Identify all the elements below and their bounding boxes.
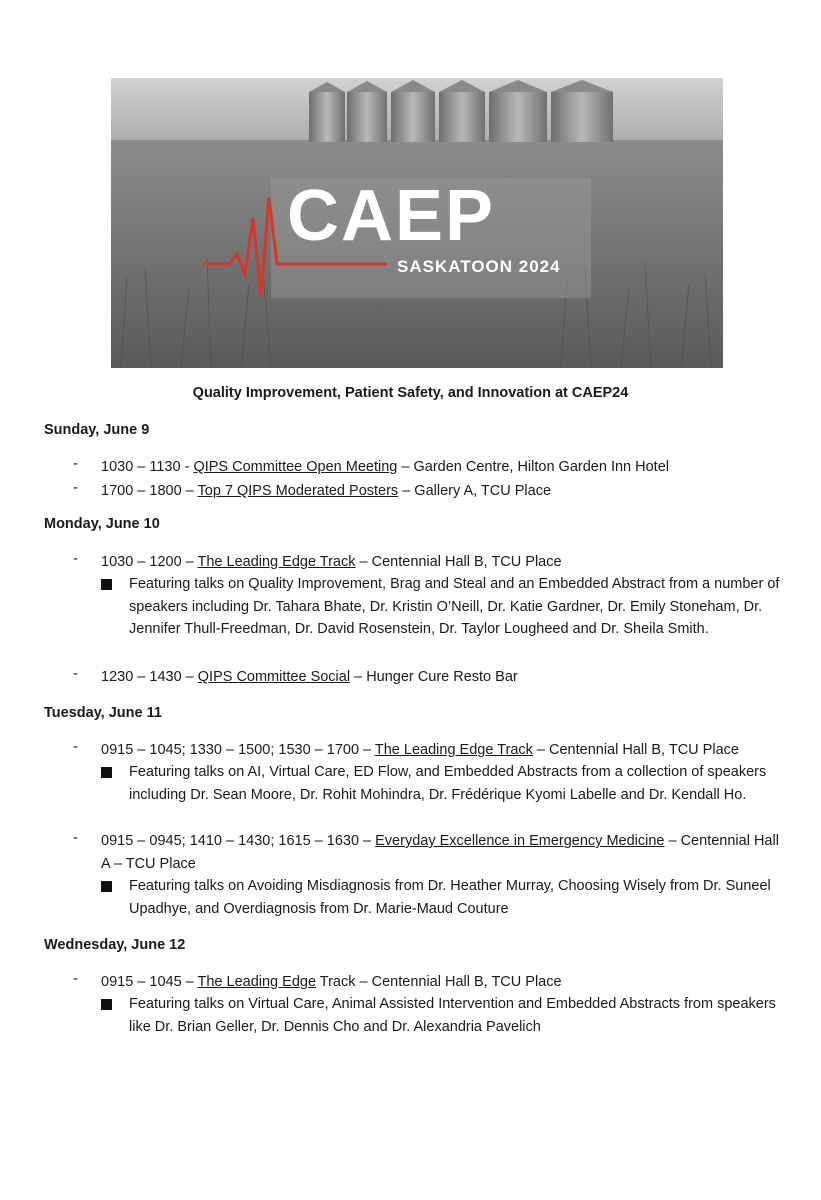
- schedule-item: 1700 – 1800 – Top 7 QIPS Moderated Posters – Gallery A, TCU Place: [101, 483, 552, 499]
- square-bullet-icon: [101, 881, 112, 892]
- event-detail: Featuring talks on Quality Improvement, Brag and Steal and an Embedded Abstract from a number of speakers including Dr. Tahara Bhate, Dr. Kristin O’Neill, Dr. Katie Gardner, Dr. Emily Stoneham, Dr. Jennifer Thull-Freedman, Dr. David Rosenstein, Dr. Taylor Lougheed and Dr. Sheila Smith.: [129, 576, 780, 637]
- grain-silos: [309, 80, 613, 142]
- day-heading-tuesday: Tuesday, June 11: [44, 705, 162, 721]
- event-title: QIPS Committee Open Meeting: [193, 459, 398, 475]
- schedule-item: 1230 – 1430 – QIPS Committee Social – Hunger Cure Resto Bar: [101, 669, 518, 685]
- list-dash: -: [73, 551, 78, 567]
- schedule-item: 1030 – 1200 – The Leading Edge Track – Centennial Hall B, TCU Place: [101, 554, 562, 570]
- list-dash: -: [73, 666, 78, 682]
- list-dash: -: [73, 480, 78, 496]
- event-title: Top 7 QIPS Moderated Posters: [197, 483, 399, 499]
- day-heading-monday: Monday, June 10: [44, 516, 160, 532]
- schedule-item: 0915 – 1045; 1330 – 1500; 1530 – 1700 – The Leading Edge Track – Centennial Hall B, TCU Place: [101, 742, 739, 758]
- square-bullet-icon: [101, 999, 112, 1010]
- event-title: The Leading Edge Track: [374, 742, 533, 758]
- event-title: QIPS Committee Social: [197, 669, 351, 685]
- list-dash: -: [73, 830, 78, 846]
- event-detail: Featuring talks on Virtual Care, Animal Assisted Intervention and Embedded Abstracts from speakers like Dr. Brian Geller, Dr. Dennis Cho and Dr. Alexandria Pavelich: [129, 996, 776, 1035]
- schedule-item: 1030 – 1130 - QIPS Committee Open Meeting – Garden Centre, Hilton Garden Inn Hotel: [101, 459, 669, 475]
- event-detail: Featuring talks on AI, Virtual Care, ED Flow, and Embedded Abstracts from a collection of speakers including Dr. Sean Moore, Dr. Rohit Mohindra, Dr. Frédérique Kyomi Labelle and Dr. Kendall Ho.: [129, 764, 767, 803]
- event-title: The Leading Edge: [197, 974, 317, 990]
- event-title: The Leading Edge Track: [197, 554, 356, 570]
- schedule-item: 0915 – 0945; 1410 – 1430; 1615 – 1630 – Everyday Excellence in Emergency Medicine – Centennial Hall A – TCU Place: [101, 833, 779, 872]
- caep-banner-image: [111, 78, 723, 368]
- event-title: Everyday Excellence in Emergency Medicine: [375, 833, 665, 849]
- event-detail: Featuring talks on Avoiding Misdiagnosis from Dr. Heather Murray, Choosing Wisely from Dr. Suneel Upadhye, and Overdiagnosis from Dr. Marie-Maud Couture: [129, 878, 771, 917]
- caep-logo-subtitle: SASKATOON 2024: [397, 257, 561, 276]
- day-heading-wednesday: Wednesday, June 12: [44, 937, 186, 953]
- day-heading-sunday: Sunday, June 9: [44, 422, 150, 438]
- list-dash: -: [73, 739, 78, 755]
- square-bullet-icon: [101, 767, 112, 778]
- list-dash: -: [73, 456, 78, 472]
- list-dash: -: [73, 971, 78, 987]
- schedule-item: 0915 – 1045 – The Leading Edge Track – Centennial Hall B, TCU Place: [101, 974, 562, 990]
- square-bullet-icon: [101, 579, 112, 590]
- document-title: Quality Improvement, Patient Safety, and Innovation at CAEP24: [192, 385, 629, 401]
- caep-logo-text: CAEP: [287, 176, 496, 256]
